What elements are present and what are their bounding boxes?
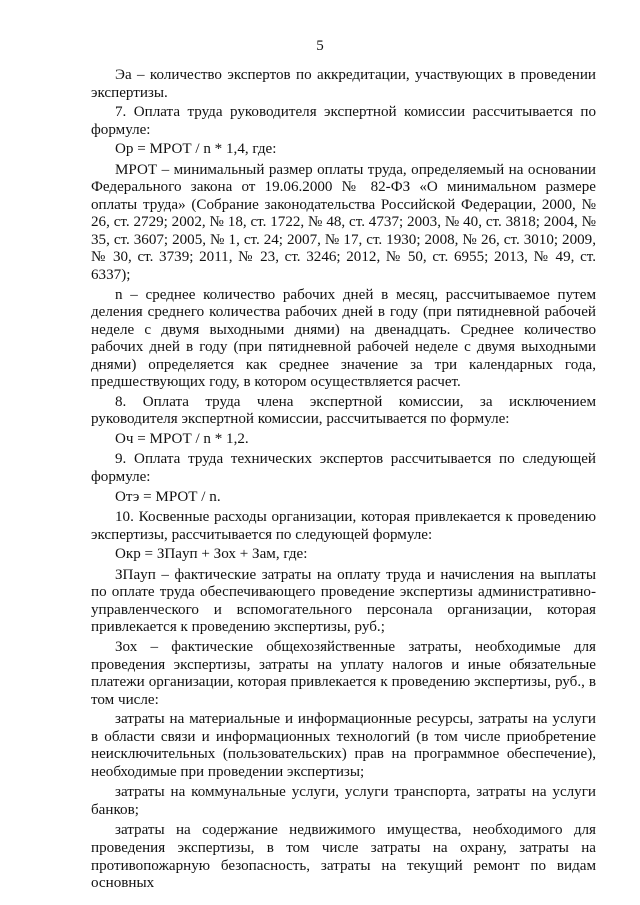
list-item-real-estate: затраты на содержание недвижимого имущества, необходимого для проведения экспертизы, в том числе затраты на охрану, затраты на противопожарную безопасность, затраты на текущий ремонт по видам основных bbox=[91, 822, 596, 892]
document-body bbox=[91, 67, 596, 896]
list-item-material-resources: затраты на материальные и информационные ресурсы, затраты на услуги в области связи и информационных технологий (в том числе приобретение неисключительных (пользовательских) прав на программное обеспечение), необходимые при проведении экспертизы; bbox=[91, 711, 596, 780]
paragraph-mrot-definition: МРОТ – минимальный размер оплаты труда, определяемый на основании Федерального закона от 19.06.2000 № 82-ФЗ «О минимальном размере оплаты труда» (Собрание законодательства Российской Федерации, 2000, № 26, ст. 2729; 2002, № 18, ст. 1722, № 48, ст. 4737; 2003, № 40, ст. 3818; 2004, № 35, ст. 3607; 2005, № 1, ст. 24; 2007, № 17, ст. 1930; 2008, № 26, ст. 3010; 2009, № 30, ст. 3739; 2011, № 23, ст. 3246; 2012, № 50, ст. 6955; 2013, № 49, ст. 6337); bbox=[91, 161, 596, 284]
paragraph-zoh-definition: Зох – фактические общехозяйственные затраты, необходимые для проведения экспертизы, затраты на уплату налогов и иные обязательные платежи организации, которая привлекается к проведению экспертизы, руб., в том числе: bbox=[91, 638, 596, 708]
list-item-utilities: затраты на коммунальные услуги, услуги транспорта, затраты на услуги банков; bbox=[91, 784, 596, 818]
page-number: 5 bbox=[316, 38, 324, 54]
paragraph-zpaup-definition: ЗПаyп – фактические затраты на оплату труда и начисления на выплаты по оплате труда обеспечивающего проведение экспертизы административно-управленческого и вспомогательного персонала организации, которая привлекается к проведению экспертизы, руб.; bbox=[91, 566, 596, 636]
paragraph-10-indirect-costs: 10. Косвенные расходы организации, которая привлекается к проведению экспертизы, рассчитывается по следующей формуле: bbox=[91, 509, 596, 543]
formula-head-pay: Ор = МРОТ / n * 1,4, где: bbox=[115, 141, 277, 158]
formula-member-pay: Оч = МРОТ / n * 1,2. bbox=[115, 430, 249, 447]
paragraph-7-head-pay: 7. Оплата труда руководителя экспертной комиссии рассчитывается по формуле: bbox=[91, 104, 596, 138]
formula-technical-pay: Отэ = МРОТ / n. bbox=[115, 488, 221, 505]
formula-indirect-costs: Окр = ЗПаyп + Зох + Зам, где: bbox=[115, 546, 308, 563]
paragraph-9-technical-pay: 9. Оплата труда технических экспертов рассчитывается по следующей формуле: bbox=[91, 451, 596, 486]
paragraph-n-definition: n – среднее количество рабочих дней в месяц, рассчитываемое путем деления среднего количества рабочих дней в году (при пятидневной рабочей неделе с двумя выходными днями) на двенадцать. Среднее количество рабочих дней в году (при пятидневной рабочей неделе с двумя выходными днями) определяется как среднее значение за три календарных года, предшествующих году, в котором осуществляется расчет. bbox=[91, 286, 596, 391]
paragraph-8-member-pay: 8. Оплата труда члена экспертной комиссии, за исключением руководителя экспертной комиссии, рассчитывается по формуле: bbox=[91, 393, 596, 428]
paragraph-experts-count: Эа – количество экспертов по аккредитации, участвующих в проведении экспертизы. bbox=[91, 67, 596, 101]
